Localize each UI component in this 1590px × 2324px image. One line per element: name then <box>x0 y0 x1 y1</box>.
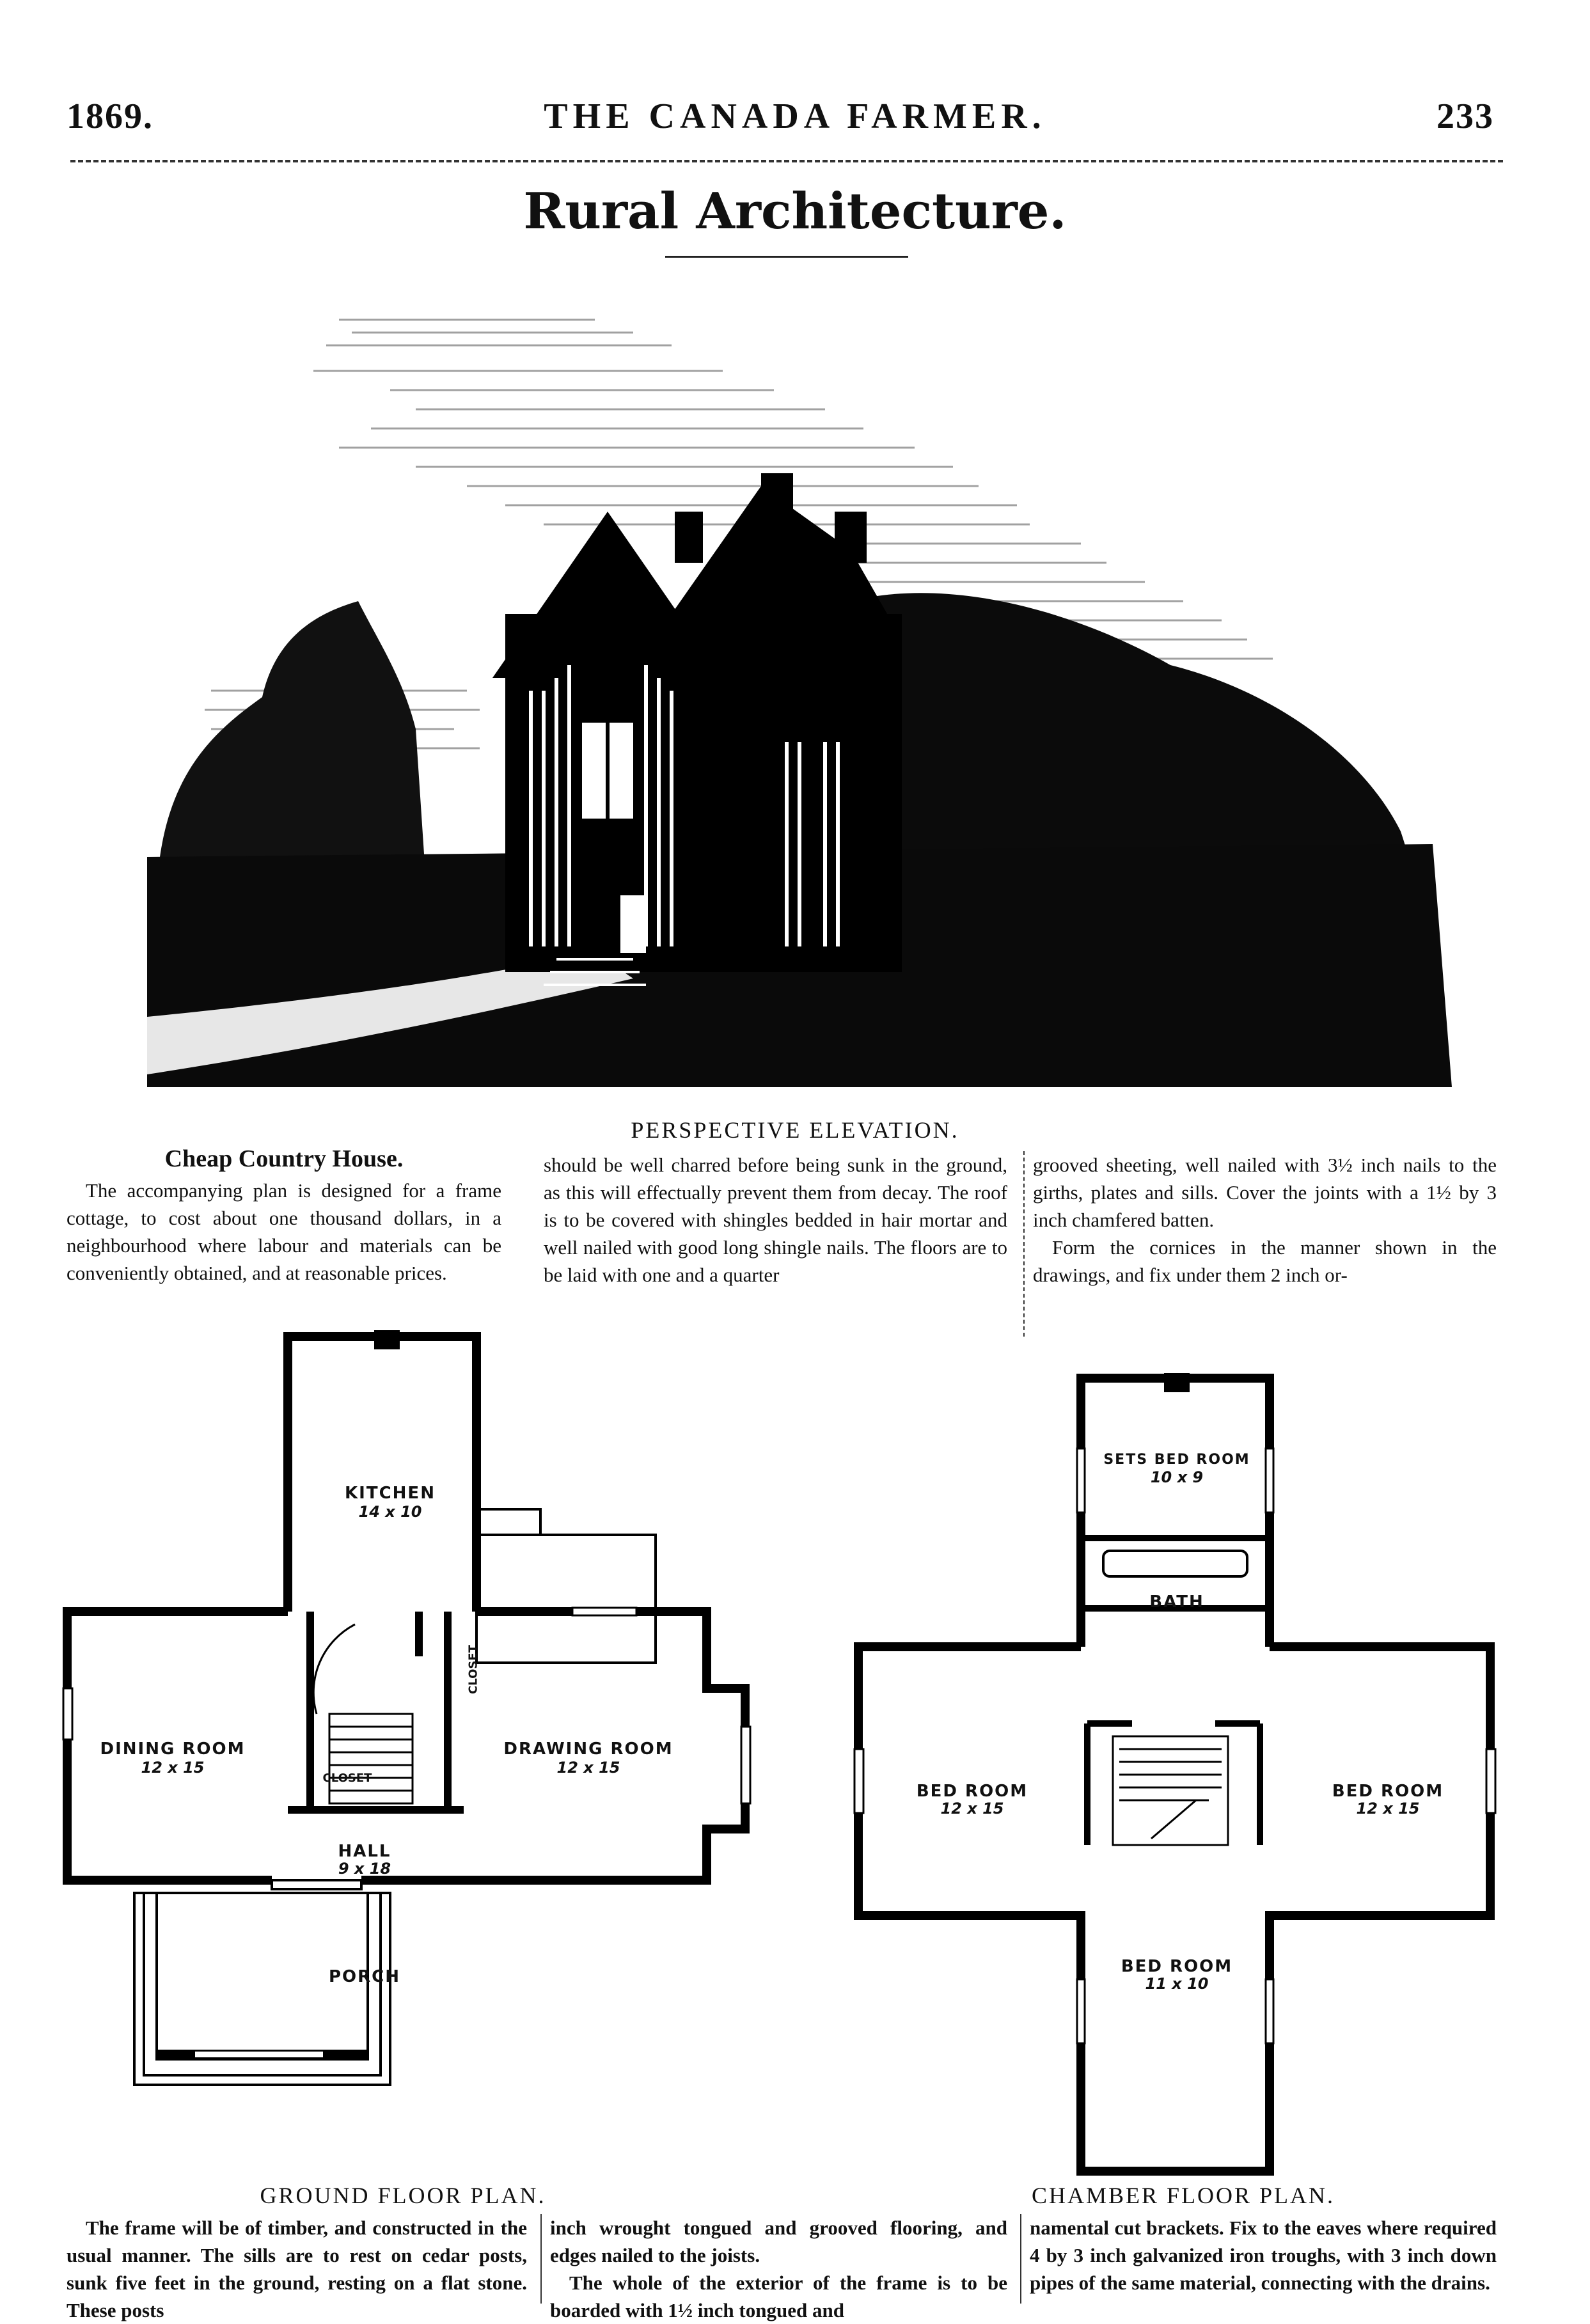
section-title: Rural Architecture. <box>523 182 1067 240</box>
title-underline <box>665 256 908 258</box>
paragraph: Form the cornices in the manner shown in the drawings, and fix under them 2 inch or- <box>1033 1236 1497 1286</box>
drawing-room-label: DRAWING ROOM <box>503 1739 673 1759</box>
servants-bedroom-dimensions: 10 x 9 <box>1150 1468 1204 1486</box>
ground-plan-caption: GROUND FLOOR PLAN. <box>260 2183 546 2208</box>
paragraph: The frame will be of timber, and constructed in the usual manner. The sills are to rest on cedar posts, sunk five feet in the ground, resting on a flat stone. These posts <box>67 2217 527 2321</box>
perspective-elevation-illustration <box>147 281 1465 1113</box>
chamber-floor-plan <box>851 1365 1509 2178</box>
illustration-caption: PERSPECTIVE ELEVATION. <box>631 1117 959 1143</box>
drawing-room-dimensions: 12 x 15 <box>556 1759 620 1777</box>
paragraph: grooved sheeting, well nailed with 3½ inch nails to the girths, plates and sills. Cover the joints with a 1½ by 3 inch chamfered batten. <box>1033 1154 1497 1231</box>
paragraph: inch wrought tongued and grooved flooring, and edges nailed to the joists. <box>550 2217 1007 2266</box>
bed-room-bottom-dimensions: 11 x 10 <box>1145 1975 1209 1993</box>
header-rule <box>70 160 1503 162</box>
paragraph: should be well charred before being sunk in the ground, as this will effectually prevent them from decay. The roof is to be covered with shingles bedded in hair mortar and well nailed with good long shingle nails. The floors are to be laid with one and a quarter <box>544 1154 1007 1286</box>
magazine-title: THE CANADA FARMER. <box>544 97 1046 136</box>
article-top-col3 <box>1033 1151 1497 1289</box>
article-title: Cheap Country House. <box>164 1145 404 1172</box>
porch-label: PORCH <box>328 1967 401 1986</box>
kitchen-dimensions: 14 x 10 <box>358 1503 422 1521</box>
bed-room-right-dimensions: 12 x 15 <box>1356 1800 1420 1818</box>
column-divider <box>540 2214 542 2304</box>
closet-label: CLOSET <box>322 1771 372 1785</box>
kitchen-label: KITCHEN <box>345 1484 436 1503</box>
year: 1869. <box>67 97 153 136</box>
page-number: 233 <box>1437 97 1494 136</box>
hall-label: HALL <box>338 1842 391 1861</box>
dining-room-dimensions: 12 x 15 <box>141 1759 205 1777</box>
bath-label: BATH <box>1149 1592 1204 1612</box>
hall-dimensions: 9 x 18 <box>338 1860 391 1878</box>
bed-room-left-dimensions: 12 x 15 <box>940 1800 1004 1818</box>
article-top-col1 <box>67 1177 501 1287</box>
article-bottom-col1 <box>67 2214 527 2324</box>
article-bottom-col2 <box>550 2214 1007 2324</box>
bed-room-bottom-label: BED ROOM <box>1121 1957 1233 1976</box>
bed-room-right-label: BED ROOM <box>1332 1782 1444 1801</box>
article-bottom-col3 <box>1030 2214 1497 2297</box>
closet-label-vertical: CLOSET <box>466 1645 480 1694</box>
paragraph: The whole of the exterior of the frame is to be boarded with 1½ inch tongued and <box>550 2272 1007 2321</box>
dining-room-label: DINING ROOM <box>100 1739 246 1759</box>
column-divider <box>1023 1151 1025 1337</box>
column-divider <box>1020 2214 1021 2304</box>
chamber-plan-caption: CHAMBER FLOOR PLAN. <box>1031 2183 1335 2208</box>
article-top-col2 <box>544 1151 1007 1289</box>
paragraph: namental cut brackets. Fix to the eaves where required 4 by 3 inch galvanized iron troughs, with 3 inch down pipes of the same material, connecting with the drains. <box>1030 2217 1497 2294</box>
paragraph: The accompanying plan is designed for a frame cottage, to cost about one thousand dollars, in a neighbourhood where labour and materials can be conveniently obtained, and at reasonable prices. <box>67 1179 501 1284</box>
bed-room-left-label: BED ROOM <box>916 1782 1028 1801</box>
servants-bedroom-label: SETS BED ROOM <box>1103 1452 1250 1468</box>
